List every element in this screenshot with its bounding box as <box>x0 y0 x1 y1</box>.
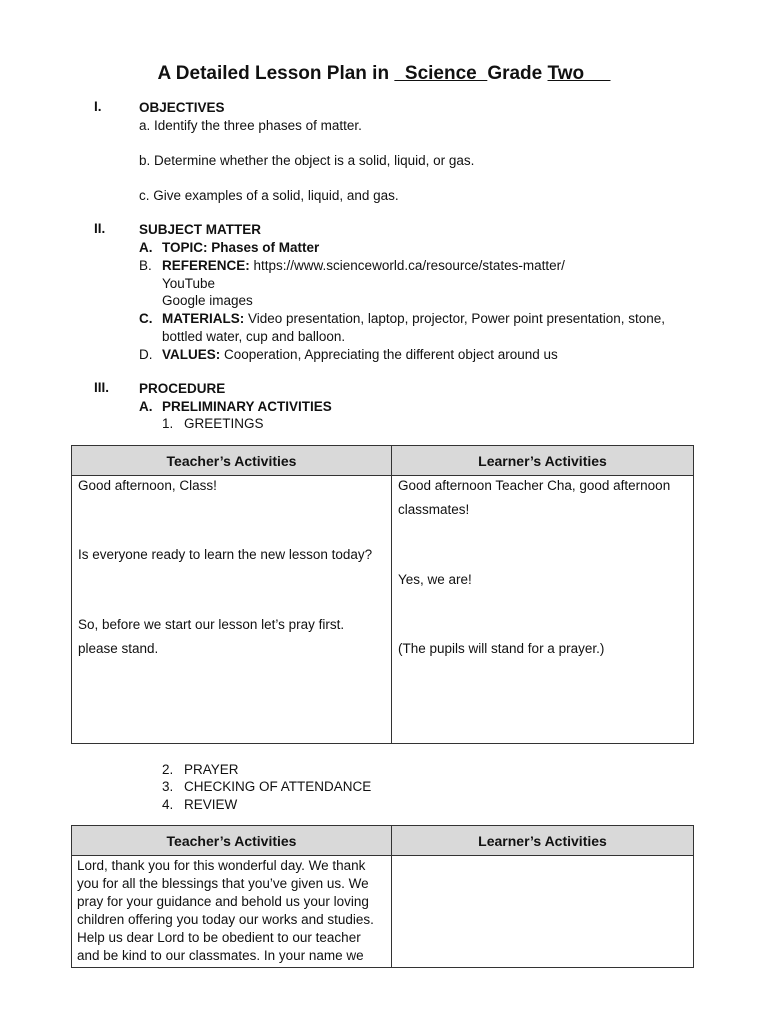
step-label: PRAYER <box>184 762 239 777</box>
teacher-line: So, before we start our lesson let’s pray first. <box>78 617 345 632</box>
teacher-line: pray for your guidance and behold us your loving <box>77 894 369 909</box>
materials-label: MATERIALS: <box>162 311 245 326</box>
topic-marker: A. <box>139 240 153 255</box>
objective-item: b. Determine whether the object is a solid, liquid, or gas. <box>139 153 475 168</box>
reference-label: REFERENCE: <box>162 258 250 273</box>
learner-cell <box>392 476 694 744</box>
teacher-line: children offering you today our works and studies. <box>77 912 374 927</box>
teacher-line: Is everyone ready to learn the new lesson today? <box>78 547 373 562</box>
objectives-heading: OBJECTIVES <box>139 100 225 115</box>
preliminary-heading: PRELIMINARY ACTIVITIES <box>162 399 332 414</box>
values-value: Cooperation, Appreciating the different object around us <box>220 347 558 362</box>
materials-value-cont: bottled water, cup and balloon. <box>162 329 346 344</box>
teacher-line: and be kind to our classmates. In your name we <box>77 948 364 963</box>
teacher-prayer <box>72 856 391 965</box>
objective-item: c. Give examples of a solid, liquid, and gas. <box>139 188 399 203</box>
values-label: VALUES: <box>162 347 221 362</box>
objective-item: a. Identify the three phases of matter. <box>139 118 362 133</box>
learner-line: Good afternoon Teacher Cha, good afternoon <box>398 478 671 493</box>
teacher-line: you for all the blessings that you’ve given us. We <box>77 876 369 891</box>
learner-line: (The pupils will stand for a prayer.) <box>398 641 605 656</box>
reference-extra: Google images <box>162 293 253 308</box>
title-subject: Science <box>394 63 488 84</box>
title-prefix: A Detailed Lesson Plan in <box>157 63 395 84</box>
learner-line: classmates! <box>398 502 470 517</box>
preliminary-marker: A. <box>139 399 153 414</box>
learner-line: Yes, we are! <box>398 572 472 587</box>
reference-link[interactable]: https://www.scienceworld.ca/resource/states-matter/ <box>249 258 565 273</box>
section-numeral-2: II. <box>94 221 106 236</box>
values-marker: D. <box>139 347 153 362</box>
step-number: 2. <box>162 762 174 777</box>
values-line <box>162 346 558 364</box>
teacher-line: Help us dear Lord to be obedient to our teacher <box>77 930 361 945</box>
table-header-learner: Learner’s Activities <box>392 826 694 856</box>
section-numeral-1: I. <box>94 99 102 114</box>
reference-line <box>162 257 565 275</box>
subject-matter-heading: SUBJECT MATTER <box>139 222 262 237</box>
materials-line <box>162 310 665 328</box>
teacher-cell <box>72 856 392 968</box>
teacher-line: Good afternoon, Class! <box>78 478 217 493</box>
table-header-teacher: Teacher’s Activities <box>72 446 392 476</box>
section-numeral-3: III. <box>94 380 110 395</box>
table-header-learner: Learner’s Activities <box>392 446 694 476</box>
page-title <box>0 63 768 85</box>
prayer-table <box>71 825 694 968</box>
teacher-cell <box>72 476 392 744</box>
learner-cell <box>392 856 694 968</box>
teacher-line: Lord, thank you for this wonderful day. We thank <box>77 858 366 873</box>
procedure-heading: PROCEDURE <box>139 381 226 396</box>
step-number: 4. <box>162 797 174 812</box>
title-grade-label: Grade <box>487 63 548 84</box>
step-number: 1. <box>162 416 174 431</box>
teacher-line: please stand. <box>78 641 159 656</box>
greetings-table <box>71 445 694 744</box>
step-label: GREETINGS <box>184 416 264 431</box>
materials-marker: C. <box>139 311 153 326</box>
table-header-teacher: Teacher’s Activities <box>72 826 392 856</box>
step-label: CHECKING OF ATTENDANCE <box>184 779 372 794</box>
materials-value: Video presentation, laptop, projector, Power point presentation, stone, <box>244 311 666 326</box>
reference-extra: YouTube <box>162 276 216 291</box>
topic-text: TOPIC: Phases of Matter <box>162 240 320 255</box>
reference-marker: B. <box>139 258 152 273</box>
title-grade: Two <box>547 63 611 84</box>
step-label: REVIEW <box>184 797 238 812</box>
step-number: 3. <box>162 779 174 794</box>
